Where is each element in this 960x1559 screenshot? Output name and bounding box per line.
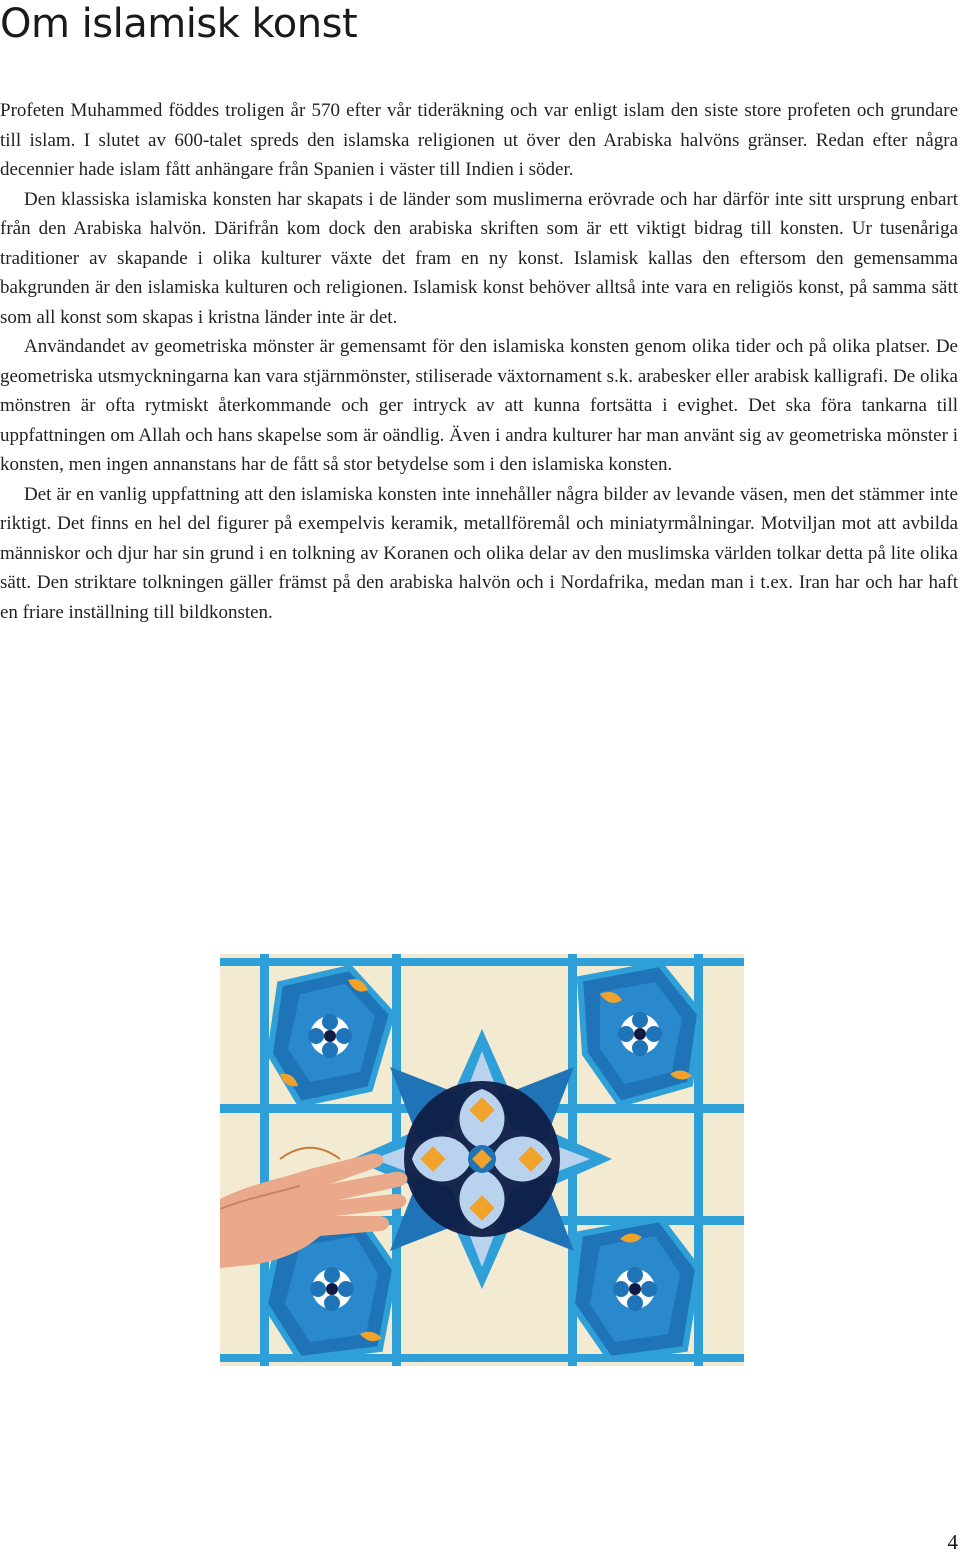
paragraph: Den klassiska islamiska konsten har skapats i de länder som muslimerna erövrade och har därför inte sitt ursprung enbart från den Arabiska halvön. Därifrån kom dock den arabiska skriften som är ett viktigt bidrag till konsten. Ur tusenåriga traditioner av skapande i olika kulturer växte det fram en ny konst. Islamisk kallas den eftersom den gemensamma bakgrunden är den islamiska kulturen och religionen. Islamisk konst behöver alltså inte vara en religiös konst, på samma sätt som all konst som skapas i kristna länder inte är det. (0, 188, 958, 328)
tile-pattern-image (220, 954, 744, 1366)
tile-central-star (352, 1029, 612, 1289)
islamic-tile-illustration (220, 954, 744, 1366)
article-body (0, 96, 958, 627)
paragraph: Användandet av geometriska mönster är gemensamt för den islamiska konsten genom olika tider och på olika platser. De geometriska utsmyckningarna kan vara stjärnmönster, stiliserade växtornament s.k. arabesker eller arabisk kalligrafi. De olika mönstren är ofta rytmiskt återkommande och ger intryck av att kunna fortsätta i evighet. Det ska föra tankarna till uppfattningen om Allah och hans skapelse som är oändlig. Även i andra kulturer har man använt sig av geometriska mönster i konsten, men ingen annanstans har de fått så stor betydelse som i den islamiska konsten. (0, 336, 958, 475)
page-title: Om islamisk konst (0, 1, 358, 47)
paragraph: Det är en vanlig uppfattning att den islamiska konsten inte innehåller några bilder av levande väsen, men det stämmer inte riktigt. Det finns en hel del figurer på exempelvis keramik, metallföremål och miniatyrmålningar. Motviljan mot att avbilda människor och djur har sin grund i en tolkning av Koranen och olika delar av den muslimska världen tolkar detta på lite olika sätt. Den striktare tolkningen gäller främst på den arabiska halvön och i Nordafrika, medan man i t.ex. Iran har och har haft en friare inställning till bildkonsten. (0, 483, 958, 623)
page-number: 4 (947, 1530, 958, 1554)
paragraph: Profeten Muhammed föddes troligen år 570 efter vår tideräkning och var enligt islam den siste store profeten och grundare till islam. I slutet av 600-talet spreds den islamska religionen ut över den Arabiska halvöns gränser. Redan efter några decennier hade islam fått anhängare från Spanien i väster till Indien i söder. (0, 100, 958, 180)
